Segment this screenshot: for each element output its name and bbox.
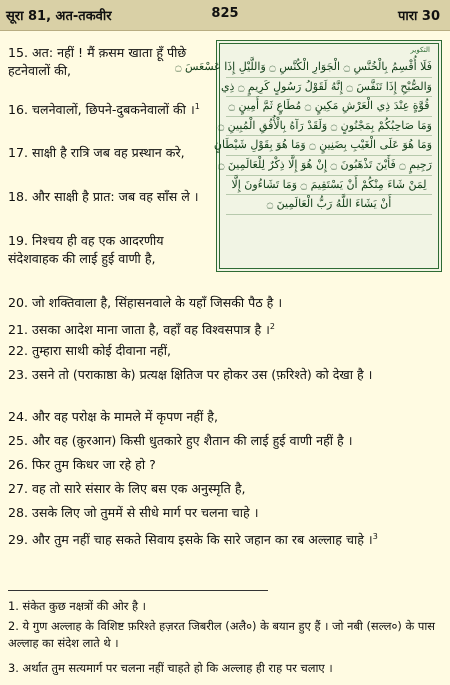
verse-21-text: 21. उसका आदेश माना जाता है, वहाँ वह विश्वसपात्र है । <box>8 322 270 338</box>
footnote-ref-1: 1 <box>194 102 200 111</box>
arabic-line: وَمَا هُوَ عَلَى الْغَيْبِ بِضَنِينٍ ۝ وَمَا هُوَ بِقَوْلِ شَيْطَانٍ <box>226 136 432 156</box>
para-label: पारा 30 <box>397 9 440 24</box>
verse-24: 24. और वह परोक्ष के मामले में कृपण नहीं है, <box>8 409 219 424</box>
page-number: 825 <box>211 6 239 21</box>
arabic-text-panel <box>175 40 442 272</box>
arabic-line: قُوَّةٍ عِنْدَ ذِي الْعَرْشِ مَكِينٍ ۝ مُطَاعٍ ثَمَّ أَمِينٍ ۝ <box>226 97 432 117</box>
footnote-divider <box>8 590 268 591</box>
footnote-ref-3: 3 <box>372 532 378 541</box>
verse-26: 26. फिर तुम किधर जा रहे हो ? <box>8 457 156 472</box>
arabic-line: وَالصُّبْحِ إِذَا تَنَفَّسَ ۝ إِنَّهُ لَقَوْلُ رَسُولٍ كَرِيمٍ ۝ ذِي <box>226 78 432 98</box>
verse-17: 17. साक्षी है रात्रि जब वह प्रस्थान करे, <box>8 145 185 160</box>
verse-20: 20. जो शक्तिवाला है, सिंहासनवाले के यहाँ जिसकी पैठ है । <box>8 295 283 310</box>
footnote-2: 2. ये गुण अल्लाह के विशिष्ट फ़रिश्ते हज़रत जिबरील (अलै०) के बयान हुए हैं । जो नबी (सल्ल०) के पास अल्लाह का संदेश लाते थे । <box>8 619 435 650</box>
verse-19: 19. निश्चय ही वह एक आदरणीय संदेशवाहक की लाई हुई वाणी है, <box>8 233 164 266</box>
verse-16 <box>8 98 208 119</box>
verse-25: 25. और वह (क़ुरआन) किसी धुतकारे हुए शैतान की लाई हुई वाणी नहीं है । <box>8 433 353 448</box>
arabic-line: وَمَا صَاحِبُكُمْ بِمَجْنُونٍ ۝ وَلَقَدْ رَآهُ بِالْأُفُقِ الْمُبِينِ ۝ <box>226 117 432 137</box>
arabic-line: رَجِيمٍ ۝ فَأَيْنَ تَذْهَبُونَ ۝ إِنْ هُوَ إِلَّا ذِكْرٌ لِلْعَالَمِينَ ۝ <box>226 156 432 176</box>
surah-title: सूरा 81, अत-तकवीर <box>6 9 112 24</box>
verse-18: 18. और साक्षी है प्रात: जब वह साँस ले । <box>8 189 199 204</box>
verse-21 <box>8 318 444 339</box>
verse-28: 28. उसके लिए जो तुममें से सीधे मार्ग पर चलना चाहे । <box>8 505 259 520</box>
verse-29-text: 29. और तुम नहीं चाह सकते सिवाय इसके कि सारे जहान का रब अल्लाह चाहे । <box>8 532 373 548</box>
verse-15: 15. अत: नहीं ! मैं क़सम खाता हूँ पीछे हटनेवालों की, <box>8 45 187 78</box>
footnote-ref-2: 2 <box>269 322 276 331</box>
arabic-line: فَلَا أُقْسِمُ بِالْخُنَّسِ ۝ الْجَوَارِ الْكُنَّسِ ۝ وَاللَّيْلِ إِذَا عَسْعَسَ ۝ <box>226 58 432 78</box>
verse-27: 27. वह तो सारे संसार के लिए बस एक अनुस्मृति है, <box>8 481 246 496</box>
footnote-3: 3. अर्थात तुम सत्यमार्ग पर चलना नहीं चाहते हो कि अल्लाह ही राह पर चलाए । <box>8 661 333 675</box>
verse-23: 23. उसने तो (पराकाष्ठा के) प्रत्यक्ष क्षितिज पर होकर उस (फ़रिश्ते) को देखा है । <box>8 367 373 382</box>
page-header <box>0 0 450 31</box>
arabic-line: أَنْ يَشَاءَ اللَّهُ رَبُّ الْعَالَمِينَ ۝ <box>226 195 432 215</box>
footnote-1: 1. संकेत कुछ नक्षत्रों की ओर है । <box>8 599 146 613</box>
arabic-lines <box>175 58 432 215</box>
arabic-line: لِمَنْ شَاءَ مِنْكُمْ أَنْ يَسْتَقِيمَ ۝ وَمَا تَشَاءُونَ إِلَّا <box>226 176 432 196</box>
arabic-panel-label: التكوير <box>410 46 430 54</box>
verse-16-text: 16. चलनेवालों, छिपने-दुबकनेवालों की । <box>8 102 195 118</box>
verse-29 <box>8 528 444 549</box>
verse-22: 22. तुम्हारा साथी कोई दीवाना नहीं, <box>8 343 171 358</box>
